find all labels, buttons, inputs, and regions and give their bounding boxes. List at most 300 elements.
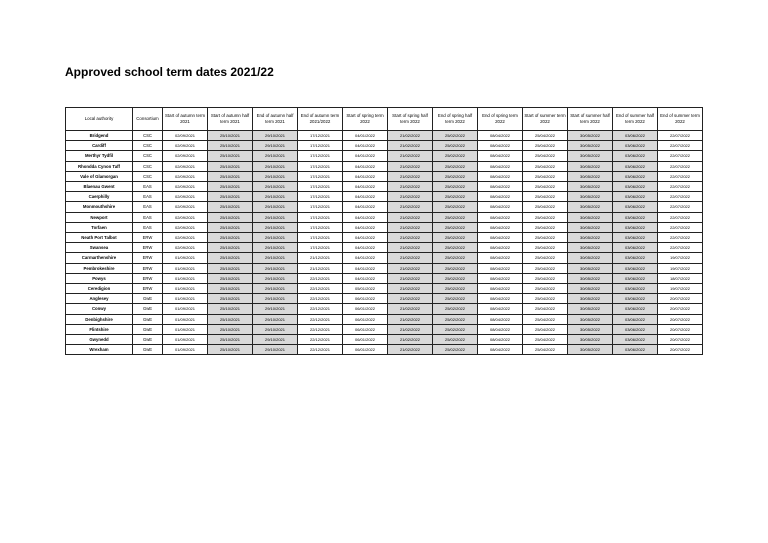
date-cell: 25/10/2021 — [208, 212, 253, 222]
consortium-cell: EAS — [133, 212, 163, 222]
date-cell: 25/10/2021 — [208, 304, 253, 314]
date-cell: 02/09/2021 — [163, 202, 208, 212]
date-cell: 29/10/2021 — [253, 212, 298, 222]
date-cell: 29/10/2021 — [253, 324, 298, 334]
date-cell: 22/07/2022 — [658, 243, 703, 253]
consortium-cell: EAS — [133, 192, 163, 202]
date-cell: 08/04/2022 — [478, 222, 523, 232]
date-cell: 25/10/2021 — [208, 222, 253, 232]
consortium-cell: GwE — [133, 314, 163, 324]
date-cell: 29/10/2021 — [253, 131, 298, 141]
date-cell: 22/12/2021 — [298, 284, 343, 294]
date-cell: 02/09/2021 — [163, 182, 208, 192]
date-cell: 25/10/2021 — [208, 151, 253, 161]
date-cell: 08/04/2022 — [478, 141, 523, 151]
date-cell: 30/05/2022 — [568, 263, 613, 273]
date-cell: 01/09/2021 — [163, 253, 208, 263]
date-cell: 25/04/2022 — [523, 161, 568, 171]
date-cell: 01/09/2021 — [163, 335, 208, 345]
local-authority-cell: Swansea — [66, 243, 133, 253]
date-cell: 30/05/2022 — [568, 161, 613, 171]
date-cell: 03/06/2022 — [613, 253, 658, 263]
table-row — [66, 222, 703, 232]
table-row — [66, 253, 703, 263]
date-cell: 29/10/2021 — [253, 273, 298, 283]
date-cell: 04/01/2022 — [343, 171, 388, 181]
date-cell: 25/04/2022 — [523, 304, 568, 314]
date-cell: 29/10/2021 — [253, 171, 298, 181]
date-cell: 22/07/2022 — [658, 131, 703, 141]
date-cell: 08/04/2022 — [478, 243, 523, 253]
date-cell: 21/02/2022 — [388, 161, 433, 171]
column-header: End of autumn term 2021/2022 — [298, 108, 343, 131]
date-cell: 03/06/2022 — [613, 222, 658, 232]
date-cell: 02/09/2021 — [163, 141, 208, 151]
date-cell: 01/09/2021 — [163, 294, 208, 304]
date-cell: 03/06/2022 — [613, 212, 658, 222]
date-cell: 02/09/2021 — [163, 222, 208, 232]
date-cell: 25/10/2021 — [208, 161, 253, 171]
date-cell: 29/10/2021 — [253, 345, 298, 355]
date-cell: 25/10/2021 — [208, 182, 253, 192]
date-cell: 02/09/2021 — [163, 131, 208, 141]
date-cell: 25/04/2022 — [523, 131, 568, 141]
date-cell: 30/05/2022 — [568, 253, 613, 263]
column-header: Start of summer term 2022 — [523, 108, 568, 131]
date-cell: 30/05/2022 — [568, 335, 613, 345]
date-cell: 08/04/2022 — [478, 171, 523, 181]
date-cell: 08/04/2022 — [478, 304, 523, 314]
date-cell: 03/06/2022 — [613, 233, 658, 243]
date-cell: 06/01/2022 — [343, 335, 388, 345]
date-cell: 17/12/2021 — [298, 151, 343, 161]
date-cell: 30/05/2022 — [568, 345, 613, 355]
date-cell: 17/12/2021 — [298, 182, 343, 192]
date-cell: 25/04/2022 — [523, 273, 568, 283]
date-cell: 05/01/2022 — [343, 284, 388, 294]
date-cell: 20/07/2022 — [658, 294, 703, 304]
local-authority-cell: Ceredigion — [66, 284, 133, 294]
date-cell: 30/05/2022 — [568, 233, 613, 243]
date-cell: 25/10/2021 — [208, 324, 253, 334]
local-authority-cell: Flintshire — [66, 324, 133, 334]
date-cell: 04/01/2022 — [343, 263, 388, 273]
date-cell: 04/01/2022 — [343, 161, 388, 171]
column-header: End of summer term 2022 — [658, 108, 703, 131]
table-row — [66, 335, 703, 345]
date-cell: 08/04/2022 — [478, 131, 523, 141]
date-cell: 08/04/2022 — [478, 314, 523, 324]
local-authority-cell: Vale of Glamorgan — [66, 171, 133, 181]
date-cell: 03/06/2022 — [613, 304, 658, 314]
table-row — [66, 294, 703, 304]
date-cell: 01/09/2021 — [163, 345, 208, 355]
date-cell: 03/06/2022 — [613, 294, 658, 304]
date-cell: 22/07/2022 — [658, 192, 703, 202]
date-cell: 25/10/2021 — [208, 345, 253, 355]
date-cell: 17/12/2021 — [298, 161, 343, 171]
date-cell: 29/10/2021 — [253, 202, 298, 212]
date-cell: 03/06/2022 — [613, 243, 658, 253]
date-cell: 04/01/2022 — [343, 212, 388, 222]
date-cell: 21/02/2022 — [388, 192, 433, 202]
date-cell: 29/10/2021 — [253, 335, 298, 345]
date-cell: 25/04/2022 — [523, 212, 568, 222]
date-cell: 20/07/2022 — [658, 335, 703, 345]
table-row — [66, 131, 703, 141]
date-cell: 02/09/2021 — [163, 151, 208, 161]
local-authority-cell: Anglesey — [66, 294, 133, 304]
date-cell: 25/04/2022 — [523, 192, 568, 202]
date-cell: 29/10/2021 — [253, 243, 298, 253]
date-cell: 04/01/2022 — [343, 222, 388, 232]
date-cell: 25/02/2022 — [433, 233, 478, 243]
date-cell: 21/02/2022 — [388, 202, 433, 212]
date-cell: 21/02/2022 — [388, 243, 433, 253]
date-cell: 21/02/2022 — [388, 212, 433, 222]
consortium-cell: GwE — [133, 324, 163, 334]
local-authority-cell: Powys — [66, 273, 133, 283]
column-header: End of spring term 2022 — [478, 108, 523, 131]
date-cell: 22/12/2021 — [298, 314, 343, 324]
date-cell: 25/02/2022 — [433, 324, 478, 334]
column-header: Start of autumn half term 2021 — [208, 108, 253, 131]
date-cell: 22/12/2021 — [298, 273, 343, 283]
date-cell: 22/12/2021 — [298, 304, 343, 314]
date-cell: 02/09/2021 — [163, 233, 208, 243]
date-cell: 30/05/2022 — [568, 141, 613, 151]
consortium-cell: CSC — [133, 141, 163, 151]
date-cell: 25/02/2022 — [433, 284, 478, 294]
date-cell: 08/04/2022 — [478, 192, 523, 202]
date-cell: 03/06/2022 — [613, 263, 658, 273]
date-cell: 21/12/2021 — [298, 263, 343, 273]
date-cell: 25/02/2022 — [433, 294, 478, 304]
table-row — [66, 202, 703, 212]
date-cell: 04/01/2022 — [343, 192, 388, 202]
date-cell: 21/02/2022 — [388, 314, 433, 324]
consortium-cell: EAS — [133, 182, 163, 192]
date-cell: 21/12/2021 — [298, 253, 343, 263]
date-cell: 21/02/2022 — [388, 284, 433, 294]
column-header: Start of summer half term 2022 — [568, 108, 613, 131]
table-row — [66, 314, 703, 324]
date-cell: 06/01/2022 — [343, 324, 388, 334]
date-cell: 22/07/2022 — [658, 171, 703, 181]
date-cell: 25/10/2021 — [208, 171, 253, 181]
date-cell: 21/02/2022 — [388, 335, 433, 345]
table-row — [66, 141, 703, 151]
date-cell: 25/10/2021 — [208, 141, 253, 151]
date-cell: 17/12/2021 — [298, 233, 343, 243]
date-cell: 25/02/2022 — [433, 253, 478, 263]
date-cell: 02/09/2021 — [163, 192, 208, 202]
date-cell: 03/06/2022 — [613, 131, 658, 141]
date-cell: 25/10/2021 — [208, 273, 253, 283]
date-cell: 01/09/2021 — [163, 263, 208, 273]
date-cell: 29/10/2021 — [253, 151, 298, 161]
date-cell: 21/02/2022 — [388, 151, 433, 161]
date-cell: 17/12/2021 — [298, 243, 343, 253]
date-cell: 17/12/2021 — [298, 212, 343, 222]
date-cell: 25/02/2022 — [433, 151, 478, 161]
date-cell: 21/02/2022 — [388, 273, 433, 283]
date-cell: 25/02/2022 — [433, 202, 478, 212]
date-cell: 25/02/2022 — [433, 273, 478, 283]
local-authority-cell: Caerphilly — [66, 192, 133, 202]
date-cell: 22/12/2021 — [298, 324, 343, 334]
date-cell: 25/02/2022 — [433, 304, 478, 314]
table-header — [66, 108, 703, 131]
date-cell: 22/07/2022 — [658, 141, 703, 151]
date-cell: 25/02/2022 — [433, 171, 478, 181]
column-header: End of summer half term 2022 — [613, 108, 658, 131]
consortium-cell: GwE — [133, 294, 163, 304]
table-row — [66, 161, 703, 171]
date-cell: 01/09/2021 — [163, 314, 208, 324]
date-cell: 06/01/2022 — [343, 304, 388, 314]
date-cell: 30/05/2022 — [568, 212, 613, 222]
date-cell: 25/02/2022 — [433, 335, 478, 345]
date-cell: 19/07/2022 — [658, 253, 703, 263]
local-authority-cell: Pembrokeshire — [66, 263, 133, 273]
date-cell: 03/06/2022 — [613, 273, 658, 283]
date-cell: 17/12/2021 — [298, 171, 343, 181]
date-cell: 25/04/2022 — [523, 202, 568, 212]
consortium-cell: CSC — [133, 151, 163, 161]
date-cell: 22/07/2022 — [658, 151, 703, 161]
consortium-cell: CSC — [133, 131, 163, 141]
date-cell: 21/02/2022 — [388, 131, 433, 141]
date-cell: 22/12/2021 — [298, 335, 343, 345]
consortium-cell: ERW — [133, 243, 163, 253]
date-cell: 08/04/2022 — [478, 202, 523, 212]
date-cell: 03/06/2022 — [613, 151, 658, 161]
date-cell: 21/02/2022 — [388, 222, 433, 232]
date-cell: 03/06/2022 — [613, 335, 658, 345]
date-cell: 21/02/2022 — [388, 253, 433, 263]
date-cell: 20/07/2022 — [658, 314, 703, 324]
date-cell: 25/10/2021 — [208, 253, 253, 263]
date-cell: 04/01/2022 — [343, 131, 388, 141]
consortium-cell: GwE — [133, 335, 163, 345]
date-cell: 01/09/2021 — [163, 273, 208, 283]
date-cell: 08/04/2022 — [478, 253, 523, 263]
date-cell: 30/05/2022 — [568, 182, 613, 192]
date-cell: 06/01/2022 — [343, 294, 388, 304]
date-cell: 04/01/2022 — [343, 141, 388, 151]
date-cell: 25/04/2022 — [523, 222, 568, 232]
date-cell: 21/02/2022 — [388, 324, 433, 334]
date-cell: 25/04/2022 — [523, 141, 568, 151]
date-cell: 25/10/2021 — [208, 131, 253, 141]
column-header: Consortium — [133, 108, 163, 131]
column-header: Local authority — [66, 108, 133, 131]
date-cell: 29/10/2021 — [253, 253, 298, 263]
consortium-cell: GwE — [133, 345, 163, 355]
local-authority-cell: Newport — [66, 212, 133, 222]
date-cell: 08/04/2022 — [478, 294, 523, 304]
consortium-cell: ERW — [133, 273, 163, 283]
date-cell: 30/05/2022 — [568, 202, 613, 212]
header-row — [66, 108, 703, 131]
date-cell: 25/04/2022 — [523, 243, 568, 253]
column-header: Start of spring half term 2022 — [388, 108, 433, 131]
date-cell: 25/02/2022 — [433, 222, 478, 232]
date-cell: 25/02/2022 — [433, 141, 478, 151]
date-cell: 25/10/2021 — [208, 263, 253, 273]
table-row — [66, 273, 703, 283]
date-cell: 25/02/2022 — [433, 263, 478, 273]
consortium-cell: CSC — [133, 161, 163, 171]
date-cell: 29/10/2021 — [253, 314, 298, 324]
table-row — [66, 212, 703, 222]
local-authority-cell: Bridgend — [66, 131, 133, 141]
date-cell: 04/01/2022 — [343, 202, 388, 212]
date-cell: 17/12/2021 — [298, 202, 343, 212]
date-cell: 08/04/2022 — [478, 335, 523, 345]
date-cell: 03/06/2022 — [613, 192, 658, 202]
date-cell: 25/02/2022 — [433, 161, 478, 171]
date-cell: 29/10/2021 — [253, 182, 298, 192]
date-cell: 04/01/2022 — [343, 253, 388, 263]
date-cell: 22/07/2022 — [658, 202, 703, 212]
date-cell: 29/10/2021 — [253, 284, 298, 294]
table-row — [66, 284, 703, 294]
consortium-cell: ERW — [133, 263, 163, 273]
date-cell: 17/12/2021 — [298, 222, 343, 232]
date-cell: 29/10/2021 — [253, 222, 298, 232]
date-cell: 25/04/2022 — [523, 294, 568, 304]
date-cell: 04/01/2022 — [343, 182, 388, 192]
date-cell: 03/06/2022 — [613, 141, 658, 151]
consortium-cell: ERW — [133, 284, 163, 294]
date-cell: 25/04/2022 — [523, 253, 568, 263]
date-cell: 03/06/2022 — [613, 202, 658, 212]
date-cell: 30/05/2022 — [568, 192, 613, 202]
date-cell: 03/06/2022 — [613, 314, 658, 324]
date-cell: 25/04/2022 — [523, 182, 568, 192]
local-authority-cell: Conwy — [66, 304, 133, 314]
date-cell: 21/02/2022 — [388, 304, 433, 314]
date-cell: 02/09/2021 — [163, 243, 208, 253]
date-cell: 25/04/2022 — [523, 151, 568, 161]
date-cell: 08/04/2022 — [478, 212, 523, 222]
date-cell: 29/10/2021 — [253, 161, 298, 171]
date-cell: 03/06/2022 — [613, 182, 658, 192]
date-cell: 30/05/2022 — [568, 222, 613, 232]
date-cell: 22/12/2021 — [298, 345, 343, 355]
date-cell: 03/06/2022 — [613, 324, 658, 334]
date-cell: 25/10/2021 — [208, 243, 253, 253]
date-cell: 29/10/2021 — [253, 294, 298, 304]
consortium-cell: ERW — [133, 253, 163, 263]
date-cell: 25/04/2022 — [523, 284, 568, 294]
date-cell: 25/04/2022 — [523, 345, 568, 355]
date-cell: 02/09/2021 — [163, 161, 208, 171]
table-row — [66, 151, 703, 161]
date-cell: 25/10/2021 — [208, 192, 253, 202]
date-cell: 29/10/2021 — [253, 304, 298, 314]
local-authority-cell: Merthyr Tydfil — [66, 151, 133, 161]
column-header: End of autumn half term 2021 — [253, 108, 298, 131]
date-cell: 30/05/2022 — [568, 131, 613, 141]
date-cell: 08/04/2022 — [478, 273, 523, 283]
date-cell: 01/09/2021 — [163, 324, 208, 334]
table-row — [66, 192, 703, 202]
date-cell: 30/05/2022 — [568, 243, 613, 253]
date-cell: 21/02/2022 — [388, 141, 433, 151]
date-cell: 25/04/2022 — [523, 263, 568, 273]
date-cell: 17/12/2021 — [298, 192, 343, 202]
date-cell: 04/01/2022 — [343, 233, 388, 243]
date-cell: 22/07/2022 — [658, 182, 703, 192]
date-cell: 08/04/2022 — [478, 284, 523, 294]
date-cell: 19/07/2022 — [658, 263, 703, 273]
date-cell: 25/10/2021 — [208, 314, 253, 324]
table-row — [66, 263, 703, 273]
date-cell: 17/12/2021 — [298, 141, 343, 151]
date-cell: 17/12/2021 — [298, 131, 343, 141]
date-cell: 30/05/2022 — [568, 273, 613, 283]
column-header: End of spring half term 2022 — [433, 108, 478, 131]
date-cell: 02/09/2021 — [163, 171, 208, 181]
date-cell: 25/02/2022 — [433, 314, 478, 324]
consortium-cell: CSC — [133, 171, 163, 181]
date-cell: 29/10/2021 — [253, 263, 298, 273]
date-cell: 29/10/2021 — [253, 141, 298, 151]
date-cell: 22/07/2022 — [658, 233, 703, 243]
local-authority-cell: Carmarthenshire — [66, 253, 133, 263]
date-cell: 25/04/2022 — [523, 335, 568, 345]
date-cell: 29/10/2021 — [253, 192, 298, 202]
date-cell: 25/02/2022 — [433, 243, 478, 253]
local-authority-cell: Gwynedd — [66, 335, 133, 345]
table-row — [66, 345, 703, 355]
date-cell: 25/04/2022 — [523, 314, 568, 324]
local-authority-cell: Wrexham — [66, 345, 133, 355]
date-cell: 03/06/2022 — [613, 161, 658, 171]
date-cell: 25/02/2022 — [433, 192, 478, 202]
date-cell: 21/02/2022 — [388, 263, 433, 273]
date-cell: 04/01/2022 — [343, 151, 388, 161]
date-cell: 25/04/2022 — [523, 233, 568, 243]
table-row — [66, 243, 703, 253]
table-row — [66, 171, 703, 181]
date-cell: 01/09/2021 — [163, 284, 208, 294]
consortium-cell: EAS — [133, 202, 163, 212]
date-cell: 20/07/2022 — [658, 304, 703, 314]
date-cell: 01/09/2021 — [163, 304, 208, 314]
table-row — [66, 324, 703, 334]
term-dates-table — [65, 107, 703, 355]
date-cell: 08/04/2022 — [478, 324, 523, 334]
table-row — [66, 304, 703, 314]
date-cell: 08/04/2022 — [478, 151, 523, 161]
date-cell: 04/01/2022 — [343, 273, 388, 283]
date-cell: 25/02/2022 — [433, 212, 478, 222]
local-authority-cell: Rhondda Cynon Taff — [66, 161, 133, 171]
date-cell: 30/05/2022 — [568, 151, 613, 161]
date-cell: 21/02/2022 — [388, 345, 433, 355]
date-cell: 30/05/2022 — [568, 324, 613, 334]
date-cell: 25/04/2022 — [523, 324, 568, 334]
local-authority-cell: Monmouthshire — [66, 202, 133, 212]
date-cell: 30/05/2022 — [568, 314, 613, 324]
date-cell: 20/07/2022 — [658, 345, 703, 355]
date-cell: 04/01/2022 — [343, 243, 388, 253]
date-cell: 25/10/2021 — [208, 284, 253, 294]
